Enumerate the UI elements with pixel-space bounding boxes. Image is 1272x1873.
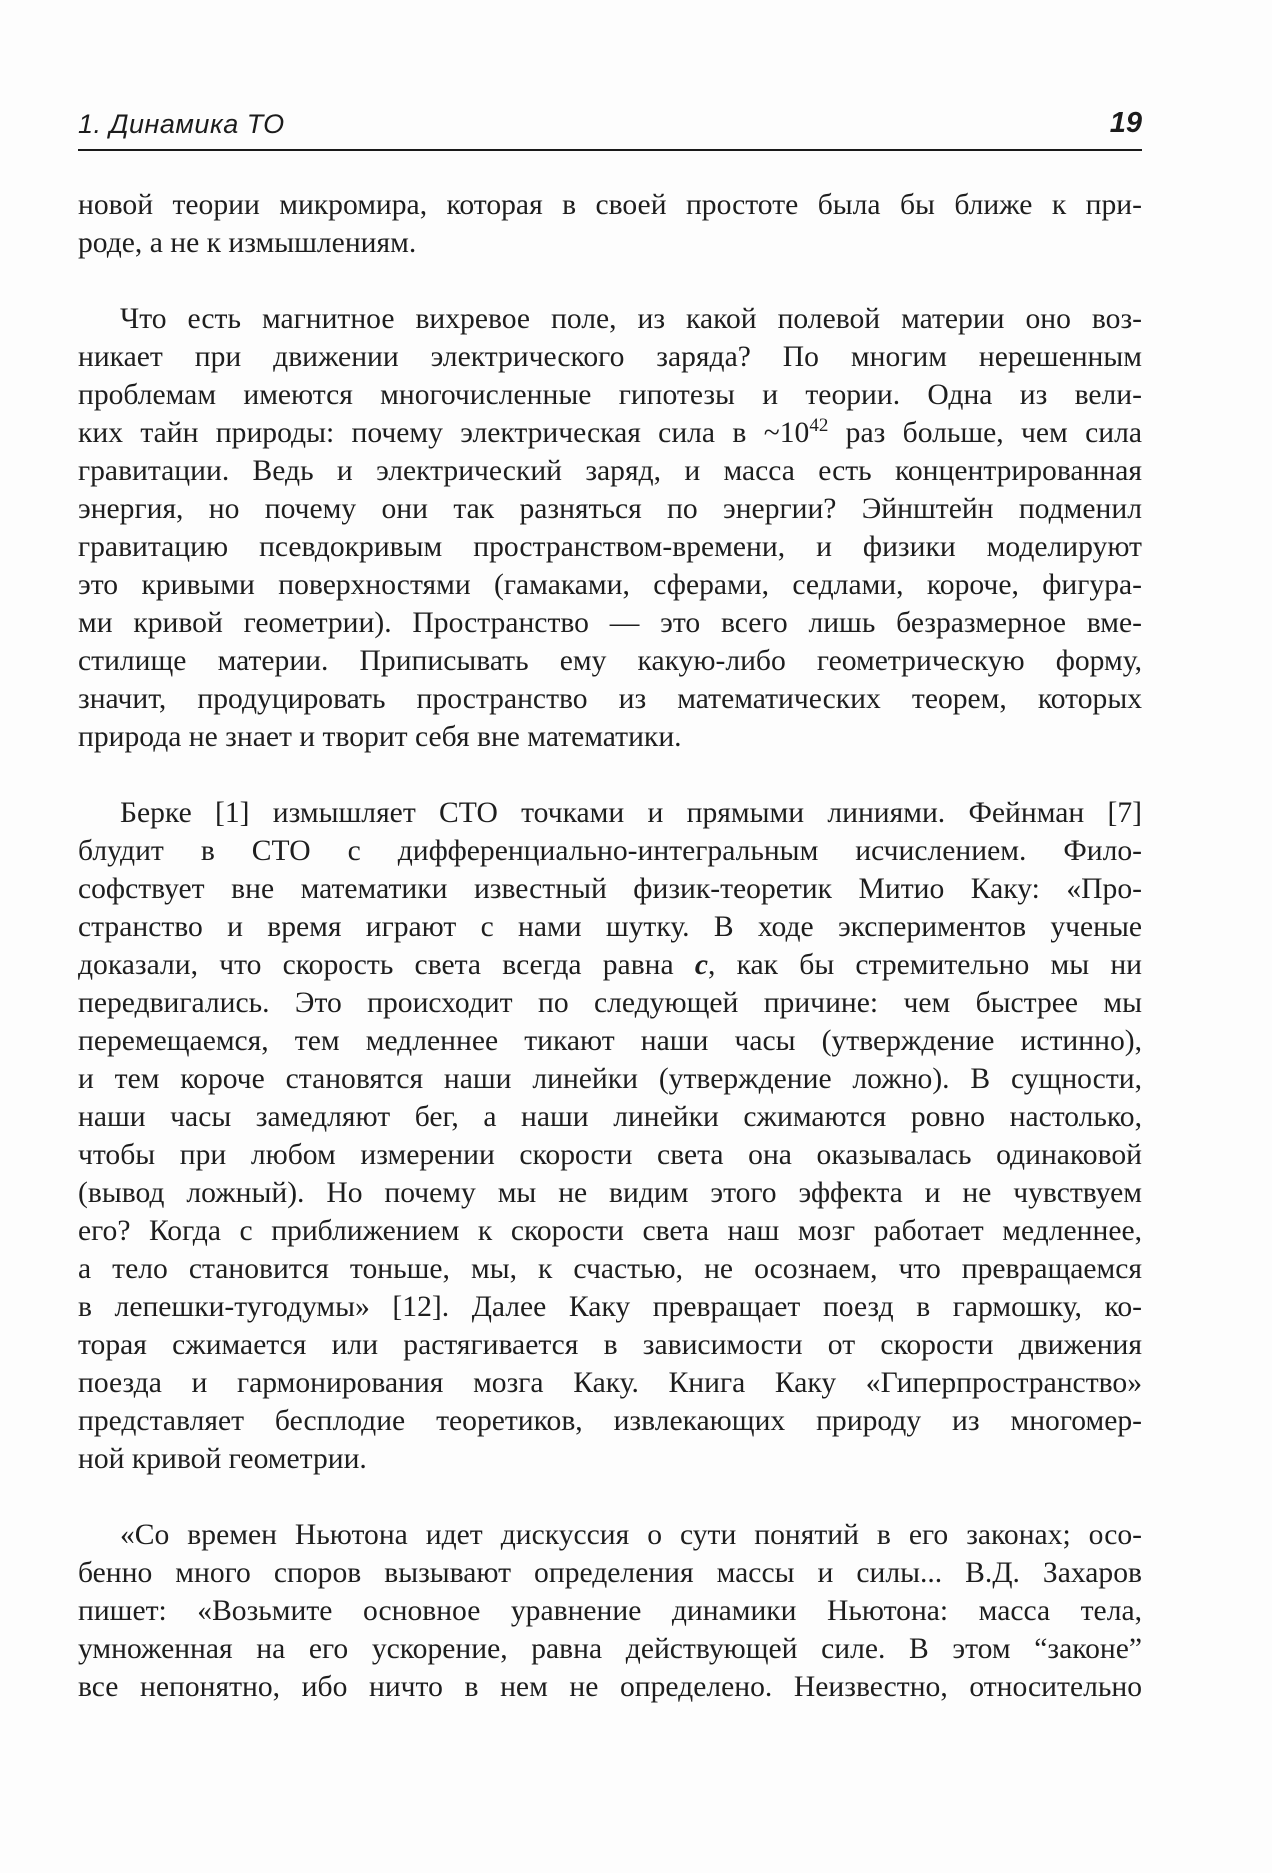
text-line: Что есть магнитное вихревое поле, из какой полевой материи оно воз- (120, 303, 1142, 335)
text-line: софствует вне математики известный физик-теоретик Митио Каку: «Про- (78, 873, 1142, 905)
text-line: бенно много споров вызывают определения массы и силы... В.Д. Захаров (78, 1557, 1142, 1589)
text-line: гравитацию псевдокривым пространством-времени, и физики моделируют (78, 531, 1142, 563)
speed-of-light-variable: c (694, 949, 708, 981)
text-line: Берке [1] измышляет СТО точками и прямыми линиями. Фейнман [7] (120, 797, 1142, 829)
text-segment: доказали, что скорость света всегда равна (78, 949, 695, 981)
paragraph-gap (78, 262, 1142, 300)
superscript-exponent: 42 (809, 415, 829, 436)
text-segment: раз больше, чем сила (828, 417, 1142, 449)
paragraph-gap (78, 1478, 1142, 1516)
paragraph-gap (78, 756, 1142, 794)
text-line: умноженная на его ускорение, равна действующей силе. В этом “законе” (78, 1633, 1142, 1665)
paragraph-2 (78, 300, 1142, 756)
paragraph-4 (78, 1516, 1142, 1706)
text-line: стилище материи. Приписывать ему какую-либо геометрическую форму, (78, 645, 1142, 677)
text-line: чтобы при любом измерении скорости света она оказывалась одинаковой (78, 1139, 1142, 1171)
text-line: в лепешки-тугодумы» [12]. Далее Каку превращает поезд в гармошку, ко- (78, 1291, 1142, 1323)
text-line: новой теории микромира, которая в своей простоте была бы ближе к при- (78, 189, 1142, 221)
text-line: гравитации. Ведь и электрический заряд, и масса есть концентрированная (78, 455, 1142, 487)
text-line: роде, а не к измышлениям. (78, 227, 417, 259)
text-line: это кривыми поверхностями (гамаками, сферами, седлами, короче, фигура- (78, 569, 1142, 601)
text-line: энергия, но почему они так разняться по энергии? Эйнштейн подменил (78, 493, 1142, 525)
text-line: ной кривой геометрии. (78, 1443, 367, 1475)
text-line: наши часы замедляют бег, а наши линейки сжимаются ровно настолько, (78, 1101, 1142, 1133)
text-line: все непонятно, ибо ничто в нем не определено. Неизвестно, относительно (78, 1671, 1142, 1703)
running-header (78, 105, 1142, 151)
text-line: странство и время играют с нами шутку. В ходе экспериментов ученые (78, 911, 1142, 943)
text-line: пишет: «Возьмите основное уравнение динамики Ньютона: масса тела, (78, 1595, 1142, 1627)
text-line: передвигались. Это происходит по следующей причине: чем быстрее мы (78, 987, 1142, 1019)
body-text (78, 186, 1142, 1706)
text-line: его? Когда с приближением к скорости света наш мозг работает медленнее, (78, 1215, 1142, 1247)
text-line: и тем короче становятся наши линейки (утверждение ложно). В сущности, (78, 1063, 1142, 1095)
text-line: представляет бесплодие теоретиков, извлекающих природу из многомер- (78, 1405, 1142, 1437)
text-line: никает при движении электрического заряда? По многим нерешенным (78, 341, 1142, 373)
text-line: а тело становится тоньше, мы, к счастью, не осознаем, что превращаемся (78, 1253, 1142, 1285)
text-line-with-superscript (78, 414, 1142, 452)
text-line: проблемам имеются многочисленные гипотезы и теории. Одна из вели- (78, 379, 1142, 411)
text-line-with-variable (78, 946, 1142, 984)
text-line: (вывод ложный). Но почему мы не видим этого эффекта и не чувствуем (78, 1177, 1142, 1209)
paragraph-1 (78, 186, 1142, 262)
text-line: значит, продуцировать пространство из математических теорем, которых (78, 683, 1142, 715)
text-line: «Со времен Ньютона идет дискуссия о сути понятий в его законах; осо- (120, 1519, 1142, 1551)
text-line: блудит в СТО с дифференциально-интегральным исчислением. Фило- (78, 835, 1142, 867)
text-segment: , как бы стремительно мы ни (708, 949, 1142, 981)
text-line: перемещаемся, тем медленнее тикают наши часы (утверждение истинно), (78, 1025, 1142, 1057)
text-line: ми кривой геометрии). Пространство — это всего лишь безразмерное вме- (78, 607, 1142, 639)
text-line: поезда и гармонирования мозга Каку. Книга Каку «Гиперпространство» (78, 1367, 1142, 1399)
paragraph-3 (78, 794, 1142, 1478)
text-line: природа не знает и творит себя вне математики. (78, 721, 682, 753)
text-line: торая сжимается или растягивается в зависимости от скорости движения (78, 1329, 1142, 1361)
page-number: 19 (1109, 107, 1142, 139)
text-segment: ких тайн природы: почему электрическая сила в ~10 (78, 417, 810, 449)
chapter-title: 1. Динамика ТО (78, 109, 285, 139)
